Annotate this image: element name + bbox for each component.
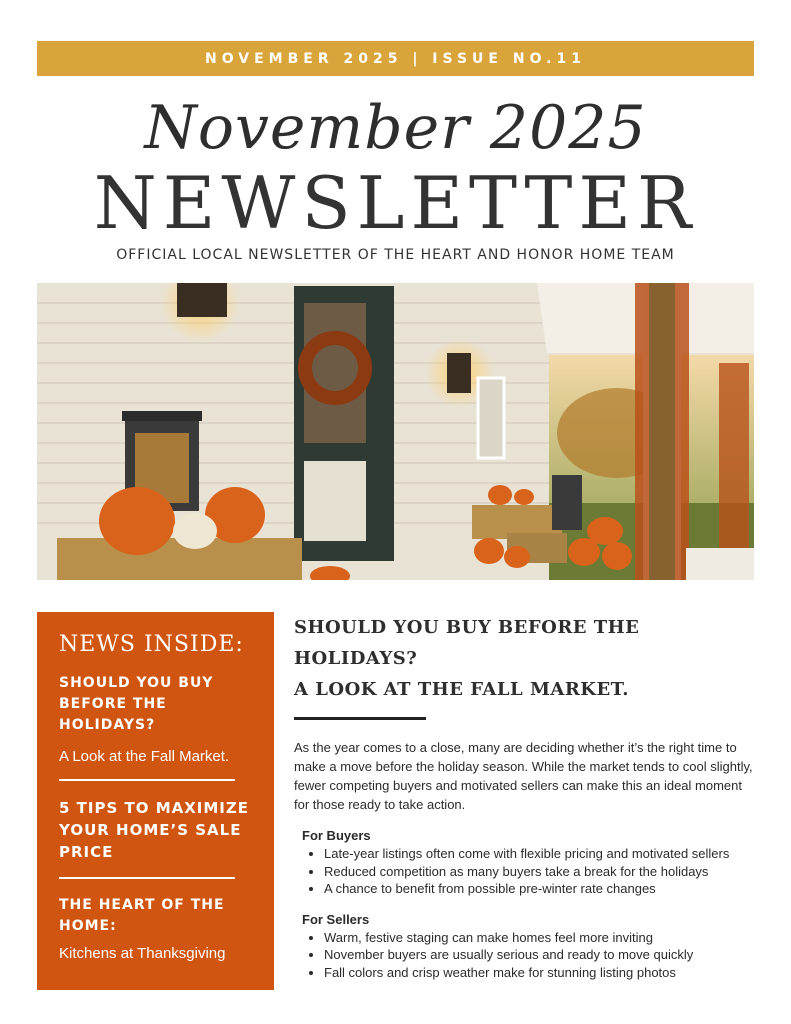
- sidebar-item-title: THE HEART OF THE HOME:: [59, 897, 225, 934]
- buyers-list: [294, 845, 756, 898]
- sidebar-item-subtitle: Kitchens at Thanksgiving: [59, 945, 226, 962]
- article-title: [294, 612, 756, 705]
- article-title-line1: SHOULD YOU BUY BEFORE THE HOLIDAYS?: [294, 617, 640, 669]
- issue-banner-text: NOVEMBER 2025 | ISSUE NO.11: [205, 50, 586, 67]
- article-divider: [294, 717, 426, 720]
- newsletter-subtitle: OFFICIAL LOCAL NEWSLETTER OF THE HEART AND HONOR HOME TEAM: [116, 247, 675, 263]
- sidebar-item-heart-of-home[interactable]: [59, 895, 252, 962]
- script-title: November 2025: [144, 93, 647, 163]
- newsletter-title: NEWSLETTER: [93, 161, 698, 245]
- buyers-heading: For Buyers: [302, 828, 371, 843]
- sidebar-item-subtitle: A Look at the Fall Market.: [59, 748, 230, 765]
- list-item: • Late-year listings often come with flexible pricing and motivated sellers: [324, 845, 756, 863]
- list-item: • Warm, festive staging can make homes feel more inviting: [324, 929, 756, 947]
- list-item: • A chance to benefit from possible pre-winter rate changes: [324, 880, 756, 898]
- sidebar-divider: [59, 877, 235, 879]
- sidebar-divider: [59, 779, 235, 781]
- list-item: • Fall colors and crisp weather make for stunning listing photos: [324, 964, 756, 982]
- feature-article: [294, 612, 756, 981]
- list-item: • November buyers are usually serious and ready to move quickly: [324, 946, 756, 964]
- news-inside-sidebar: [37, 612, 274, 990]
- article-title-line2: A LOOK AT THE FALL MARKET.: [294, 679, 630, 700]
- hero-photo-porch: [37, 283, 754, 580]
- article-intro: As the year comes to a close, many are deciding whether it’s the right time to make a move before the holiday season. While the market tends to cool slightly, fewer competing buyers and motivated sellers can make this an ideal moment for those ready to take action.: [294, 740, 753, 812]
- sidebar-item-sale-price-tips[interactable]: [59, 797, 252, 863]
- sellers-heading: For Sellers: [302, 911, 370, 927]
- issue-banner: [37, 41, 754, 76]
- sellers-list: [294, 929, 756, 982]
- sidebar-item-buy-before-holidays[interactable]: [59, 673, 252, 765]
- list-item: • Reduced competition as many buyers take a break for the holidays: [324, 863, 756, 881]
- sidebar-item-title: SHOULD YOU BUY BEFORE THE HOLIDAYS?: [59, 675, 214, 733]
- sidebar-heading: NEWS INSIDE:: [59, 632, 244, 657]
- sidebar-item-title: 5 TIPS TO MAXIMIZE YOUR HOME’S SALE PRICE: [59, 799, 250, 861]
